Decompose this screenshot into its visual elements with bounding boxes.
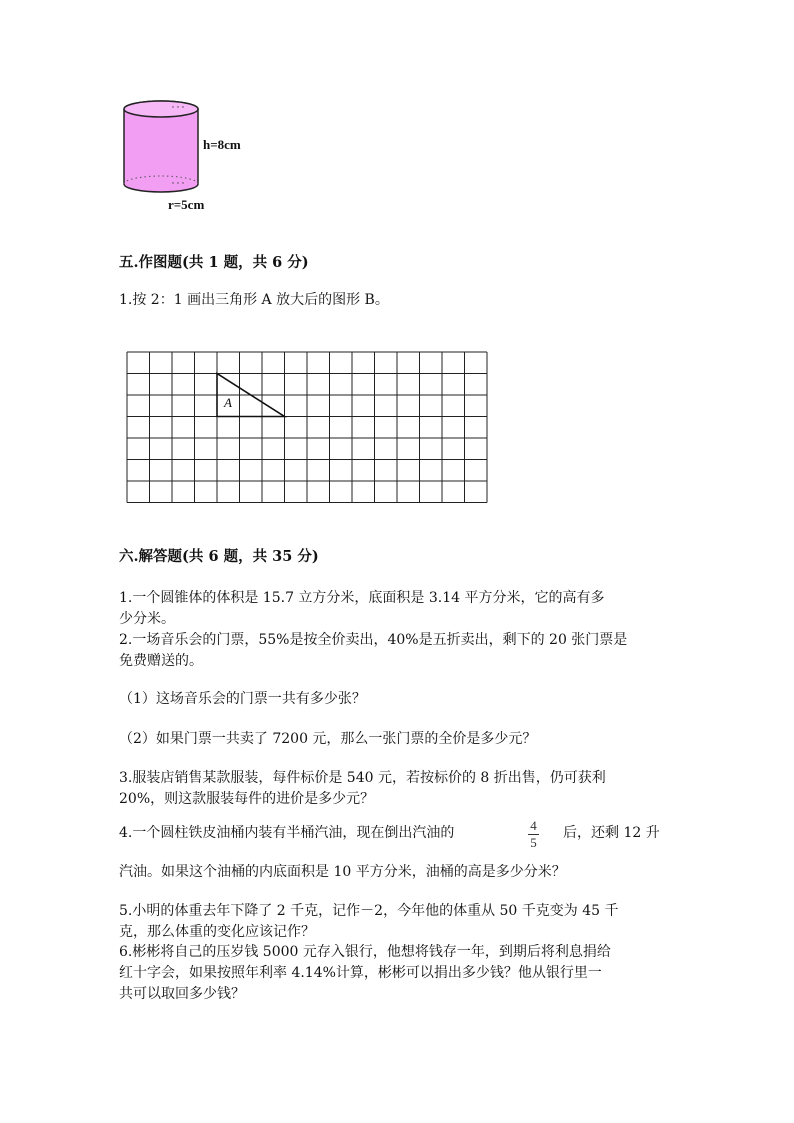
question4-fraction	[528, 819, 539, 850]
section6-title: 六.解答题(共 6 题，共 35 分)	[119, 548, 319, 565]
question4-part2: 后，还剩 12 升	[563, 825, 660, 841]
fraction-denominator: 5	[530, 835, 537, 850]
triangle-label: A	[224, 395, 232, 410]
question4-part1: 4.一个圆柱铁皮油桶内装有半桶汽油，现在倒出汽油的	[119, 825, 455, 841]
cylinder-figure	[118, 96, 208, 196]
question5-line1: 5.小明的体重去年下降了 2 千克，记作－2，今年他的体重从 50 千克变为 45 千	[119, 903, 619, 919]
drawing-grid	[126, 351, 490, 505]
question3-line1: 3.服装店销售某款服装，每件标价是 540 元，若按标价的 8 折出售，仍可获利	[119, 770, 606, 786]
question1-line2: 少分米。	[119, 611, 175, 627]
section5-question1: 1.按 2：1 画出三角形 A 放大后的图形 B。	[119, 292, 389, 308]
question1-line1: 1.一个圆锥体的体积是 15.7 立方分米，底面积是 3.14 平方分米，它的高有多	[119, 590, 605, 606]
question6-line2: 红十字会，如果按照年利率 4.14%计算，彬彬可以捐出多少钱？他从银行里一	[119, 965, 602, 981]
question2-sub2: （2）如果门票一共卖了 7200 元，那么一张门票的全价是多少元？	[119, 731, 537, 747]
fraction-numerator: 4	[530, 818, 537, 833]
question6-line1: 6.彬彬将自己的压岁钱 5000 元存入银行，他想将钱存一年，到期后将利息捐给	[119, 944, 611, 960]
question5-line2: 克，那么体重的变化应该记作？	[119, 924, 315, 940]
cylinder-radius-label: r=5cm	[168, 197, 205, 212]
question2-sub1: （1）这场音乐会的门票一共有多少张？	[119, 691, 366, 707]
cylinder-height-label: h=8cm	[203, 137, 241, 152]
question3-line2: 20%，则这款服装每件的进价是多少元？	[119, 791, 375, 807]
question2-line2: 免费赠送的。	[119, 653, 203, 669]
section5-title: 五.作图题(共 1 题，共 6 分)	[119, 254, 309, 271]
question2-line1: 2.一场音乐会的门票，55%是按全价卖出，40%是五折卖出，剩下的 20 张门票是	[119, 632, 628, 648]
question4-line2: 汽油。如果这个油桶的内底面积是 10 平方分米，油桶的高是多少分米？	[119, 864, 566, 880]
question6-line3: 共可以取回多少钱？	[119, 986, 245, 1002]
